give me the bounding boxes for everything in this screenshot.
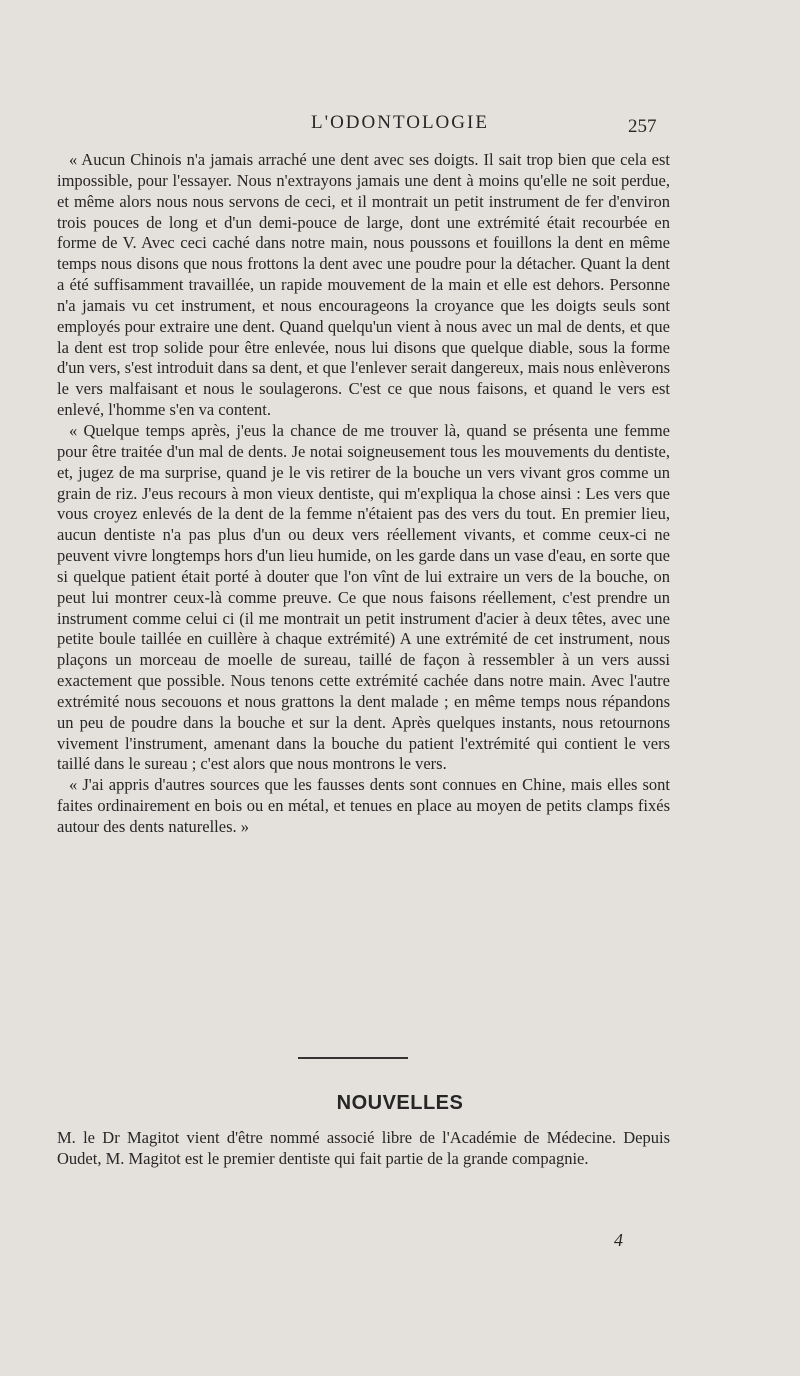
quoted-testimony [57,150,670,838]
news-paragraph: M. le Dr Magitot vient d'être nommé associé libre de l'Académie de Médecine. Depuis Oudet, M. Magitot est le premier dentiste qui fait partie de la grande compagnie. [57,1128,670,1168]
section-divider [298,1057,408,1059]
page-number: 257 [628,116,657,137]
section-heading: NOUVELLES [336,1092,464,1114]
journal-title: L'ODONTOLOGIE [311,112,489,133]
news-section [57,1128,670,1170]
signature-mark: 4 [614,1230,623,1250]
quote-paragraph-2: « Quelque temps après, j'eus la chance de me trouver là, quand se présenta une femme pour être traitée d'un mal de dents. Je notai soigneusement tous les mouvements du dentiste, et, jugez de ma surprise, quand je le vis retirer de la bouche un vers vivant gros comme un grain de riz. J'eus recours à mon vieux dentiste, qui m'expliqua la chose ainsi : Les vers que vous croyez enlevés de la dent de la femme n'étaient pas des vers du tout. En premier lieu, aucun dentiste n'a pas plus d'un ou deux vers réellement vivants, et comme ceux-ci ne peuvent vivre longtemps hors d'un lieu humide, on les garde dans un vase d'eau, en sorte que si quelque patient était porté à douter que l'on vînt de lui extraire un vers de la bouche, on peut lui montrer ceux-là comme preuve. Ce que nous faisons réellement, c'est prendre un instrument comme celui ci (il me montrait un petit instrument d'acier à deux têtes, avec une petite boule taillée en cuillère à chaque extrémité) A une extrémité de cet instrument, nous plaçons un morceau de moelle de sureau, taillé de façon à ressembler à un vers aussi exactement que possible. Nous tenons cette extrémité cachée dans notre main. Avec l'autre extrémité nous secouons et nous grattons la dent malade ; en même temps nous répandons un peu de poudre dans la bouche et sur la dent. Après quelques instants, nous retournons vivement l'instrument, amenant dans la bouche du patient l'extrémité qui contient le vers taillé dans le sureau ; c'est alors que nous montrons le vers. [57,420,670,774]
running-header [0,112,800,142]
quote-paragraph-1: « Aucun Chinois n'a jamais arraché une dent avec ses doigts. Il sait trop bien que cela est impossible, pour l'essayer. Nous n'extrayons jamais une dent à moins qu'elle ne soit perdue, et même alors nous nous servons de ceci, et il montrait un petit instrument de fer d'environ trois pouces de long et d'un demi-pouce de large, dont une extrémité était recourbée en forme de V. Avec ceci caché dans notre main, nous poussons et fouillons la dent en même temps nous disons que nous frottons la dent avec une poudre pour la détacher. Quant la dent a été suffisamment travaillée, un rapide mouvement de la main et elle est dehors. Personne n'a jamais vu cet instrument, et nous encourageons la croyance que les doigts seuls sont employés pour extraire une dent. Quand quelqu'un vient à nous avec un mal de dents, et que la dent est trop solide pour être enlevée, nous lui disons que quelque diable, sous la forme d'un vers, s'est introduit dans sa dent, et que l'enlever serait dangereux, mais nous enlèverons le vers malfaisant et nous le soulagerons. C'est ce que nous faisons, et quand le vers est enlevé, l'homme s'en va content. [57,150,670,420]
quote-paragraph-3: « J'ai appris d'autres sources que les fausses dents sont connues en Chine, mais elles sont faites ordinairement en bois ou en métal, et tenues en place au moyen de petits clamps fixés autour des dents naturelles. » [57,775,670,836]
